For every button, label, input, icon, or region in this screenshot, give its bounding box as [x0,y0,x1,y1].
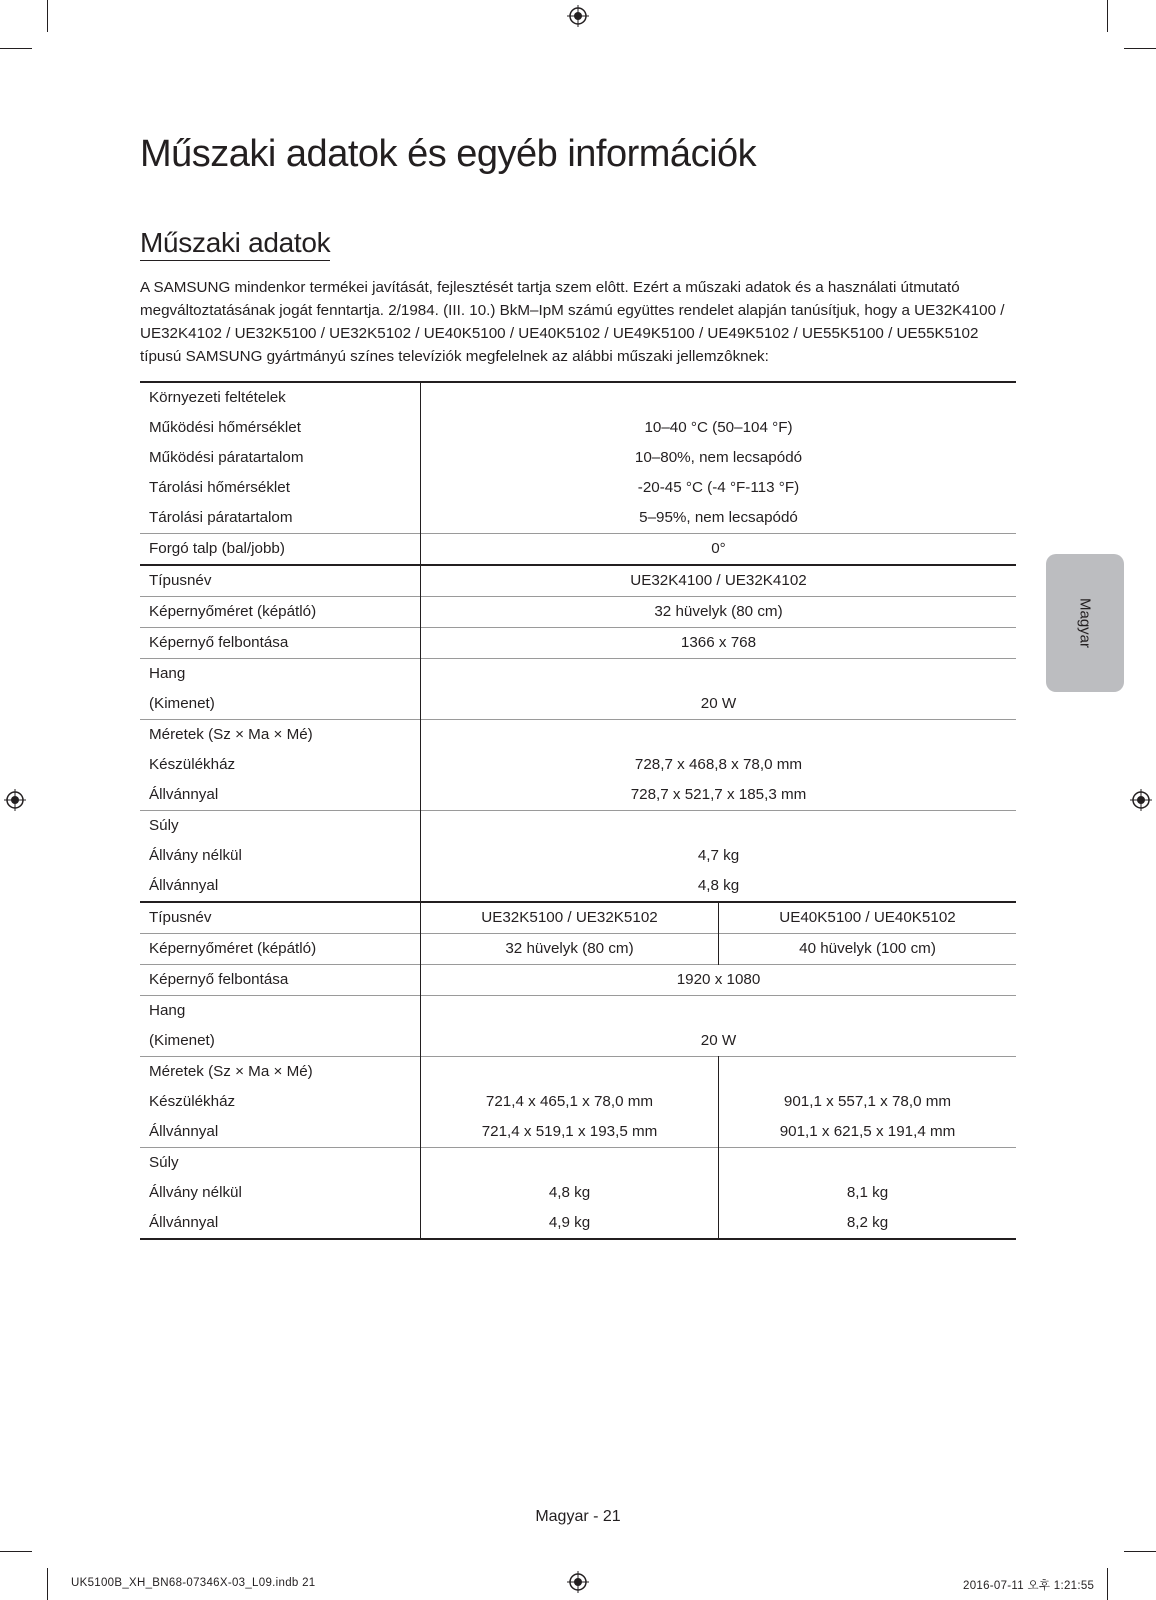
table-row [140,780,1016,811]
table-row [140,811,1016,842]
spec-value: 5–95%, nem lecsapódó [639,509,798,526]
spec-value: UE32K5100 / UE32K5102 [421,902,719,934]
spec-label: (Kimenet) [140,1026,421,1057]
crop-mark [0,1551,32,1552]
spec-label: Képernyő felbontása [140,965,421,996]
spec-label: Tárolási hőmérséklet [140,473,421,503]
spec-label: Hang [140,659,421,690]
spec-value: 901,1 x 621,5 x 191,4 mm [779,1123,956,1140]
spec-value: 4,9 kg [421,1208,719,1239]
spec-label: Képernyő felbontása [140,628,421,659]
crop-mark [1124,48,1156,49]
spec-label: (Kimenet) [140,689,421,720]
spec-label: Hang [140,996,421,1027]
spec-value: 1920 x 1080 [421,965,1017,996]
crop-mark [1124,1551,1156,1552]
spec-label: Típusnév [140,902,421,934]
registration-mark-icon [567,1571,589,1593]
env-heading: Környezeti feltételek [140,382,421,413]
spec-value: 728,7 x 468,8 x 78,0 mm [634,756,803,773]
spec-value: 721,4 x 465,1 x 78,0 mm [421,1087,719,1117]
spec-label: Állvánnyal [140,1208,421,1239]
spec-table [140,381,1016,1240]
spec-label: Készülékház [140,1087,421,1117]
spec-value: 4,8 kg [697,877,740,894]
table-row [140,750,1016,780]
table-row [140,382,1016,413]
spec-label: Forgó talp (bal/jobb) [140,534,421,566]
spec-value: 32 hüvelyk (80 cm) [421,597,1017,628]
footer-filename: UK5100B_XH_BN68-07346X-03_L09.indb 21 [71,1577,316,1589]
table-row [140,473,1016,503]
language-side-tab [1046,554,1124,692]
table-row [140,689,1016,720]
spec-value: 1366 x 768 [421,628,1017,659]
spec-value: 4,8 kg [421,1178,719,1208]
spec-label: Méretek (Sz × Ma × Mé) [140,720,421,751]
table-row [140,565,1016,597]
spec-value: UE32K4100 / UE32K4102 [421,565,1017,597]
table-row [140,1208,1016,1239]
registration-mark-icon [1130,789,1152,811]
spec-label: Állvánnyal [140,780,421,811]
crop-mark [1107,1568,1108,1600]
table-row [140,1087,1016,1117]
spec-label: Működési hőmérséklet [140,413,421,443]
spec-value: 4,7 kg [697,847,740,864]
table-row [140,1117,1016,1148]
spec-value: 721,4 x 519,1 x 193,5 mm [421,1117,719,1148]
spec-label: Képernyőméret (képátló) [140,934,421,965]
table-row [140,1178,1016,1208]
spec-value: 901,1 x 557,1 x 78,0 mm [783,1093,952,1110]
spec-label: Működési páratartalom [140,443,421,473]
spec-value: 0° [421,534,1017,566]
spec-value: 10–40 °C (50–104 °F) [644,419,793,436]
table-row [140,1057,1016,1088]
table-row [140,659,1016,690]
page-title: Műszaki adatok és egyéb információk [140,133,757,175]
table-row [140,597,1016,628]
spec-label: Állvánnyal [140,1117,421,1148]
spec-value: 20 W [700,695,737,712]
intro-paragraph: A SAMSUNG mindenkor termékei javítását, fejlesztését tartja szem elôtt. Ezért a műszaki adatok és a használati útmutató megváltoztatásának jogát fenntartja. 2/1984. (III. 10.) BkM–IpM számú együttes rendelet alapján tanúsítjuk, hogy a UE32K4100 / UE32K4102 / UE32K5100 / UE32K5102 / UE40K5100 / UE40K5102 / UE49K5100 / UE49K5102 / UE55K5100 / UE55K5102 típusú SAMSUNG gyártmányú színes televíziók megfelelnek az alábbi műszaki jellemzôknek: [140,279,1005,365]
spec-value: 40 hüvelyk (100 cm) [719,934,1017,965]
spec-label: Méretek (Sz × Ma × Mé) [140,1057,421,1088]
spec-value: 8,1 kg [846,1184,889,1201]
crop-mark [47,0,48,32]
spec-value: UE40K5100 / UE40K5102 [719,902,1017,934]
table-row [140,503,1016,534]
table-row [140,934,1016,965]
side-tab-label: Magyar [1076,597,1094,649]
table-row [140,413,1016,443]
crop-mark [1107,0,1108,32]
spec-label: Tárolási páratartalom [140,503,421,534]
footer-timestamp: 2016-07-11 오후 1:21:55 [963,1580,1095,1592]
table-row [140,871,1016,902]
spec-value: 728,7 x 521,7 x 185,3 mm [630,786,807,803]
crop-mark [0,48,32,49]
table-row [140,443,1016,473]
spec-value: 32 hüvelyk (80 cm) [421,934,719,965]
page-number: Magyar - 21 [535,1508,621,1525]
table-row [140,720,1016,751]
table-row [140,996,1016,1027]
spec-label: Típusnév [140,565,421,597]
spec-label: Súly [140,1148,421,1179]
spec-label: Súly [140,811,421,842]
spec-value: -20-45 °C (-4 °F-113 °F) [637,479,800,496]
registration-mark-icon [4,789,26,811]
table-row [140,534,1016,566]
table-row [140,628,1016,659]
table-row [140,1026,1016,1057]
spec-label: Képernyőméret (képátló) [140,597,421,628]
spec-label: Állvány nélkül [140,841,421,871]
spec-value: 10–80%, nem lecsapódó [634,449,803,466]
table-row [140,965,1016,996]
table-row [140,902,1016,934]
crop-mark [47,1568,48,1600]
spec-label: Állvánnyal [140,871,421,902]
section-title: Műszaki adatok [140,226,330,261]
table-row [140,841,1016,871]
spec-value: 8,2 kg [719,1208,1017,1239]
registration-mark-icon [567,5,589,27]
spec-value: 20 W [700,1032,737,1049]
spec-label: Készülékház [140,750,421,780]
spec-label: Állvány nélkül [140,1178,421,1208]
table-row [140,1148,1016,1179]
